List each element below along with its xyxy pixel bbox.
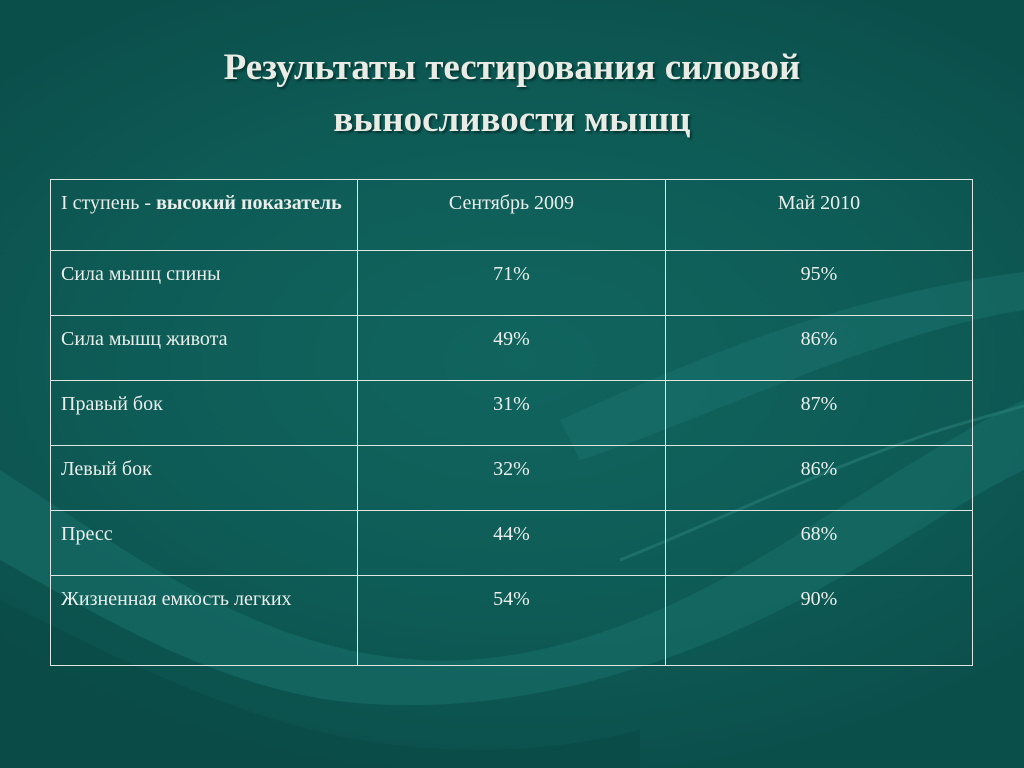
table-row: [51, 381, 973, 446]
header-label-prefix: I ступень -: [61, 192, 157, 214]
row-label: [51, 576, 358, 666]
header-label: [61, 189, 347, 218]
value-may-2010: 68%: [666, 511, 973, 576]
value-sep-2009: 32%: [358, 446, 666, 511]
row-label-text: Левый бок: [61, 458, 152, 480]
value-sep-2009: 49%: [358, 316, 666, 381]
slide-title: [0, 42, 1024, 146]
row-label-text: Правый бок: [61, 393, 163, 415]
table-row: [51, 576, 973, 666]
header-col-may-2010: Май 2010: [666, 180, 973, 251]
value-sep-2009: 44%: [358, 511, 666, 576]
value-may-2010: 86%: [666, 446, 973, 511]
value-sep-2009: 54%: [358, 576, 666, 666]
row-label: [51, 446, 358, 511]
results-table: [50, 179, 973, 666]
table-row: [51, 511, 973, 576]
header-label-cell: [51, 180, 358, 251]
row-label-text: Сила мышц спины: [61, 263, 221, 285]
table-row: [51, 316, 973, 381]
slide-title-line-1: Результаты тестирования силовой: [223, 47, 801, 88]
value-may-2010: 86%: [666, 316, 973, 381]
value-may-2010: 87%: [666, 381, 973, 446]
table-header-row: [51, 180, 973, 251]
row-label: [51, 381, 358, 446]
header-label-bold: высокий показатель: [156, 192, 342, 214]
row-label: [51, 511, 358, 576]
value-may-2010: 90%: [666, 576, 973, 666]
value-sep-2009: 71%: [358, 251, 666, 316]
row-label-text: Жизненная емкость легких: [61, 588, 292, 610]
value-may-2010: 95%: [666, 251, 973, 316]
row-label: [51, 316, 358, 381]
value-sep-2009: 31%: [358, 381, 666, 446]
header-col-september-2009: Сентябрь 2009: [358, 180, 666, 251]
table-row: [51, 446, 973, 511]
table-row: [51, 251, 973, 316]
row-label: [51, 251, 358, 316]
row-label-text: Пресс: [61, 523, 113, 545]
row-label-text: Сила мышц живота: [61, 328, 228, 350]
slide-title-line-2: выносливости мышц: [333, 99, 691, 140]
